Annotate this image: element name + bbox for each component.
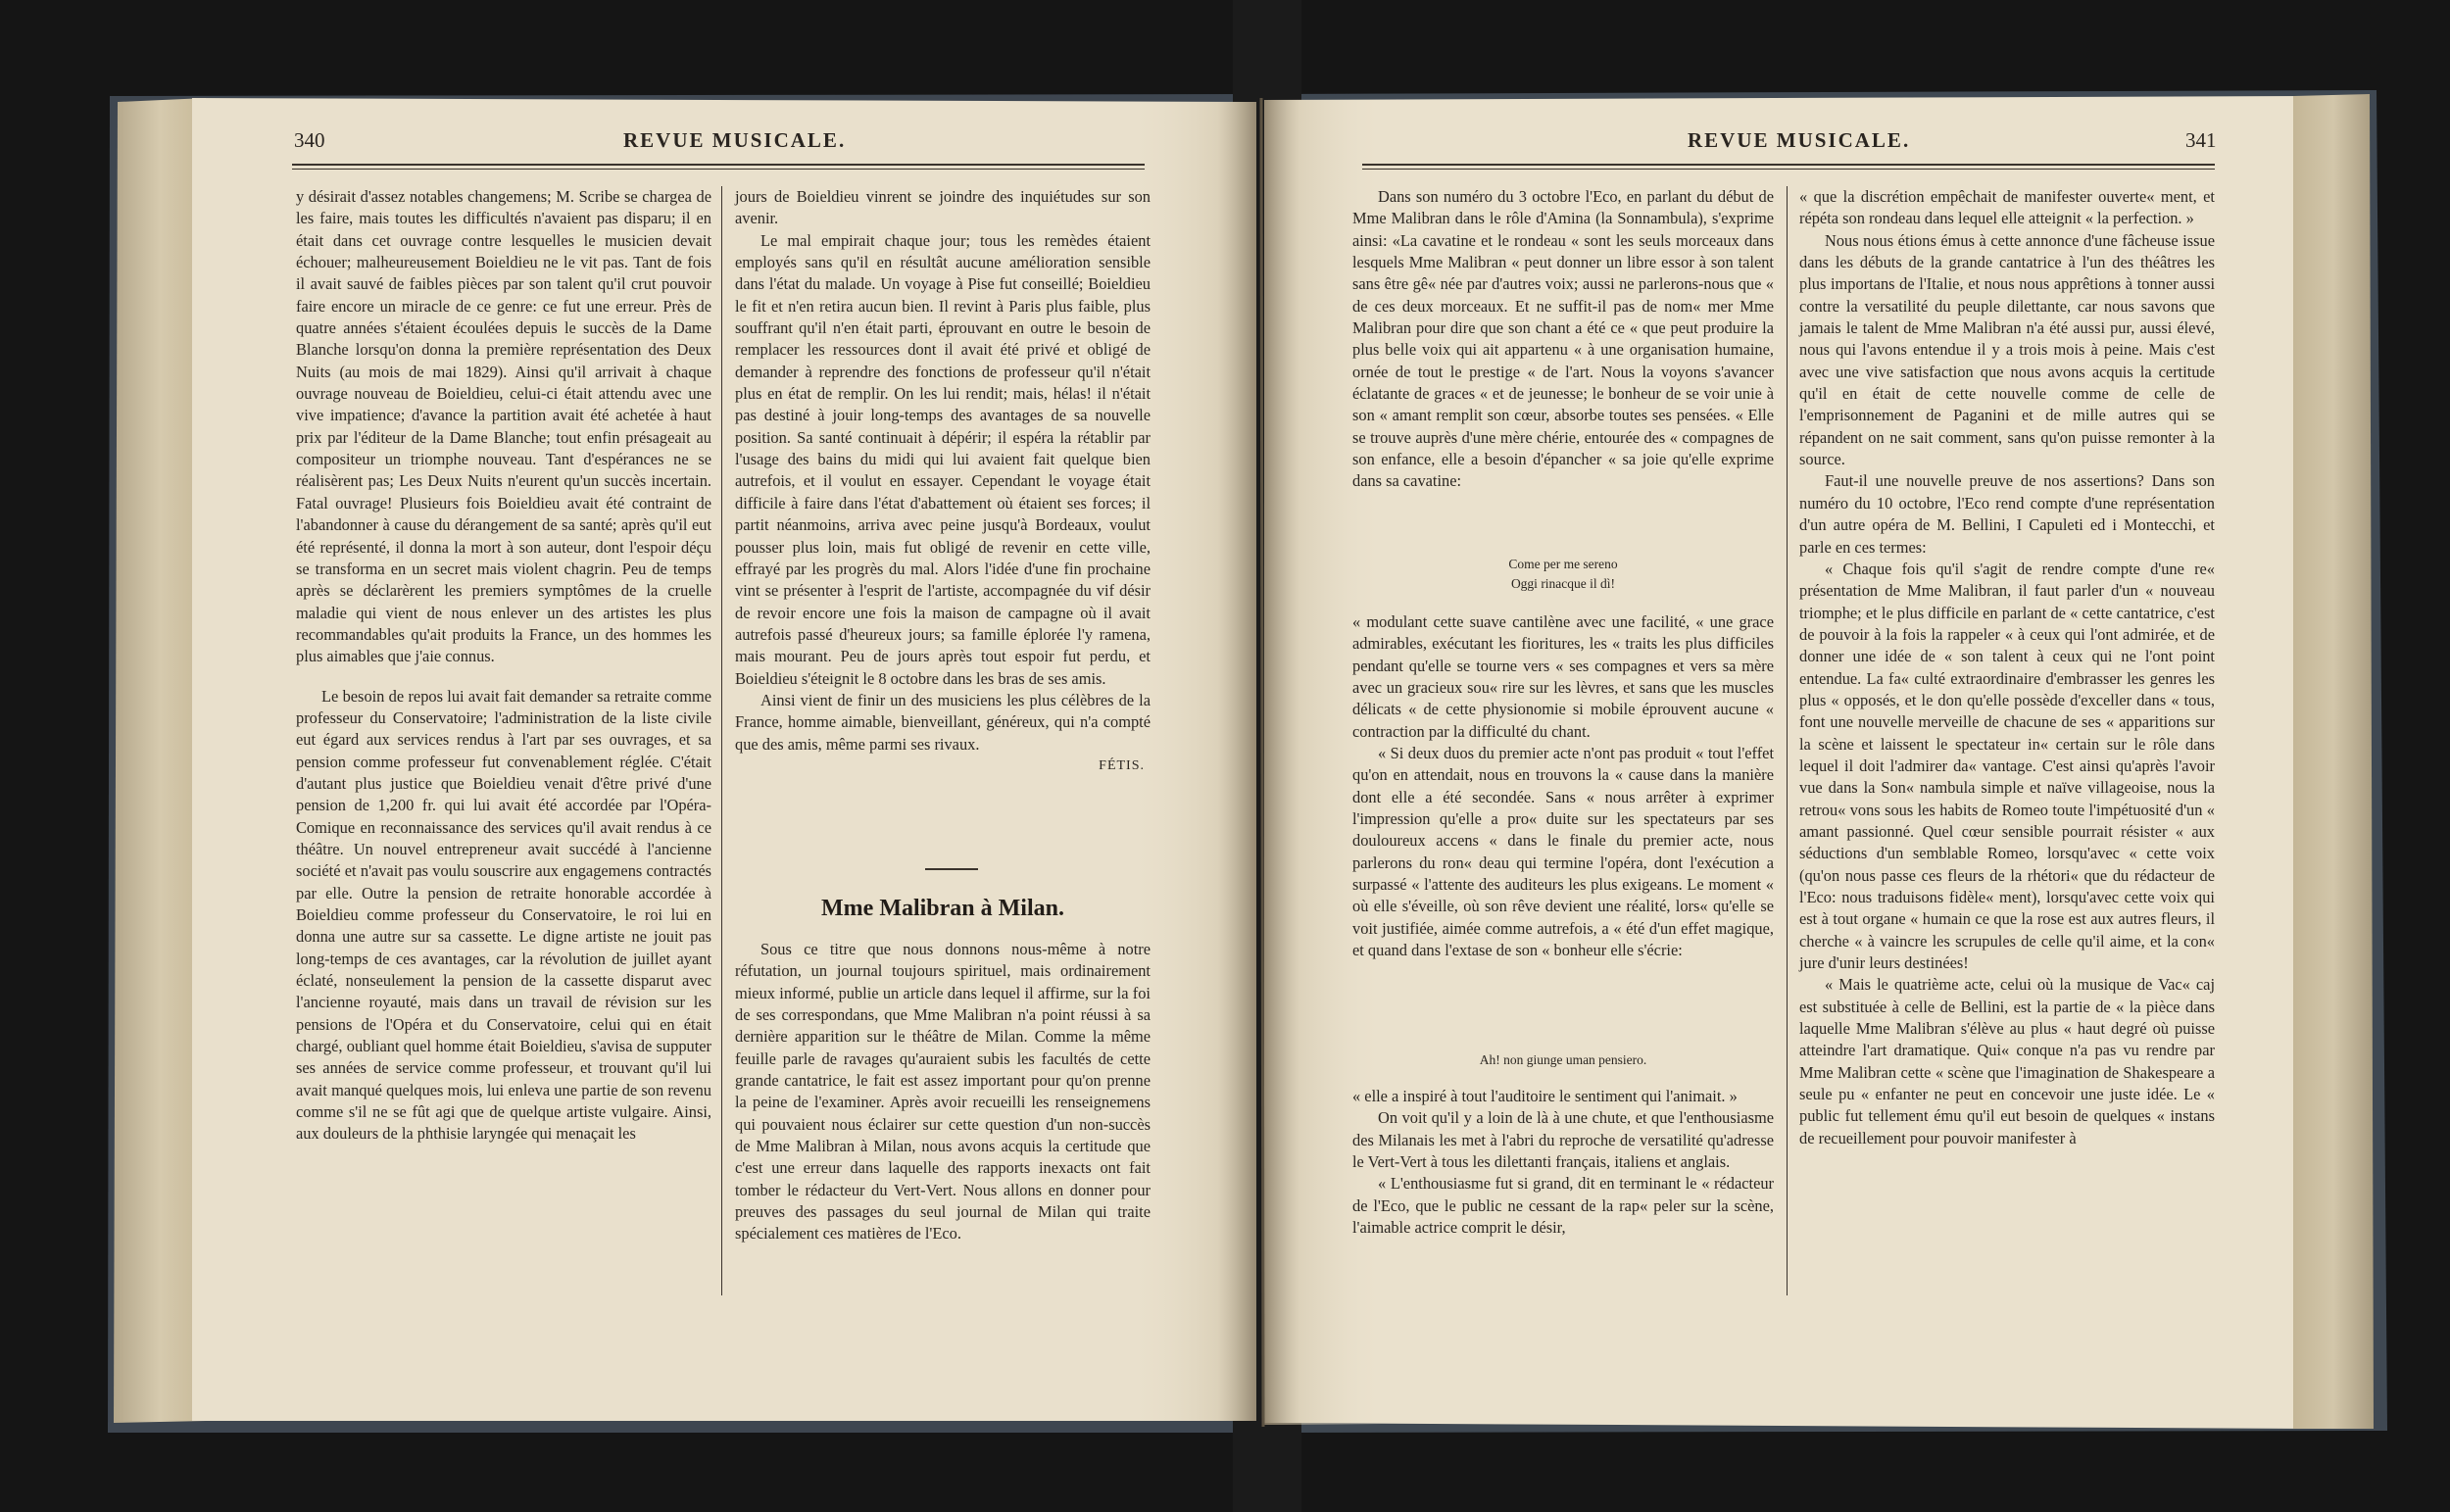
column-rule xyxy=(721,186,722,1295)
paragraph: « que la discrétion empêchait de manifester ouverte« ment, et répéta son rondeau dans lequel elle atteignit « la perfection. » xyxy=(1799,187,2215,228)
right-column-1b xyxy=(1352,611,1774,962)
paragraph: « modulant cette suave cantilène avec une facilité, « une grace admirables, exécutant les fioritures, les « traits les plus difficiles pendant qu'elle se tourne vers « ses compagnes et vers sa mère avec un gracieux sou« rire sur les lèvres, et sans que les muscles délicats « de cette physionomie si mobile éprouvent aucune « contraction par la difficulté du chant. xyxy=(1352,612,1774,741)
paragraph: Dans son numéro du 3 octobre l'Eco, en parlant du début de Mme Malibran dans le rôle d'Amina (la Sonnambula), s'exprime ainsi: «La cavatine et le rondeau « sont les seuls morceaux dans lesquels Mme Malibran « peut donner un libre essor à son talent sans être gê« née par d'autres voix; aussi ne parlerons-nous que « de ces deux morceaux. Et ne suffit-il pas de nom« mer Mme Malibran pour dire que son chant a été ce « que peut produire la plus belle voix qui ait appartenu « à une organisation humaine, ornée de tout le prestige « de l'art. Nous la voyons s'avancer éclatante de graces « et de jeunesse; le bonheur de se voir unie à son « amant remplit son cœur, absorbe toutes ses pensées. « Elle se trouve auprès d'une mère chérie, entourée des « compagnes de son enfance, elle a besoin d'épancher « sa joie qu'elle exprime dans sa cavatine: xyxy=(1352,187,1774,491)
paragraph: Le besoin de repos lui avait fait demander sa retraite comme professeur du Conservatoire; l'administration de la liste civile eut égard aux services rendus à l'art par ses ouvrages, et sa pension comme professeur fut convenablement réglée. C'était d'autant plus justice que Boieldieu venait d'être privé d'une pension de 1,200 fr. qui lui avait été accordée par l'Opéra-Comique en reconnaissance des services qu'il avait rendus à ce théâtre. Un nouvel entrepreneur avait succédé à l'ancienne société et n'avait pas voulu souscrire aux engagemens contractés par elle. Outre la pension de retraite honorable accordée à Boieldieu comme professeur du Conservatoire, le roi lui en donna une autre sur sa cassette. Le digne artiste ne jouit pas long-temps de ces avantages, car la révolution de juillet ayant éclaté, nonseulement la pension de la cassette disparut avec l'ancienne royauté, mais dans un travail de révision sur les pensions de l'Opéra et du Conservatoire, celui qui en était chargé, oubliant quel homme était Boieldieu, s'avisa de supputer ses années de service comme professeur, et trouvant qu'il lui avait manqué quelques mois, lui enleva une partie de son revenu comme s'il ne se fût agi que de quelque artiste vulgaire. Ainsi, aux douleurs de la phthisie laryngée qui menaçait les xyxy=(296,686,711,1144)
right-column-1c xyxy=(1352,1086,1774,1239)
paragraph: y désirait d'assez notables changemens; M. Scribe se chargea de les faire, mais toutes les difficultés n'avaient pas disparu; il en était dans cet ouvrage contre lesquelles le musicien devait échouer; malheureusement Boieldieu ne le vit pas. Tant de fois il avait sauvé de faibles pièces par son talent qu'il crut pouvoir faire encore un miracle de ce genre: ce fut une erreur. Près de quatre années s'étaient écoulées depuis le succès de la Dame Blanche lorsqu'on donna la première représentation des Deux Nuits (au mois de mai 1829). Ainsi qu'il arrivait à chaque ouvrage nouveau de Boieldieu, celui-ci était attendu avec une vive impatience; d'avance la partition avait été achetée à haut prix par l'éditeur de la Dame Blanche; tout enfin présageait au compositeur un triomphe nouveau. Tant d'espérances ne se réalisèrent pas; Les Deux Nuits n'eurent qu'un succès incertain. Fatal ouvrage! Plusieurs fois Boieldieu avait été contraint de l'abandonner à cause du dérangement de sa santé; après qu'il eut été représenté, il donna la mort à son auteur, dont l'espoir déçu se transforma en un secret mais violent chagrin. Peu de temps après se déclarèrent les premiers symptômes de la cruelle maladie qui vient de nous enlever un des artistes les plus recommandables qu'ait produits la France, un des hommes les plus aimables que j'aie connus. xyxy=(296,187,711,666)
left-column-2 xyxy=(735,186,1151,777)
verse-line: Come per me sereno xyxy=(1508,557,1618,571)
right-column-2 xyxy=(1799,186,2215,1149)
paragraph: Faut-il une nouvelle preuve de nos assertions? Dans son numéro du 10 octobre, l'Eco rend compte d'une représentation d'un autre opéra de M. Bellini, I Capuleti ed i Montecchi, et parle en ces termes: xyxy=(1799,471,2215,557)
left-header-rule-thin xyxy=(292,169,1145,170)
paragraph: jours de Boieldieu vinrent se joindre des inquiétudes sur son avenir. xyxy=(735,187,1151,228)
paragraph: Le mal empirait chaque jour; tous les remèdes étaient employés sans qu'il en résultât aucune amélioration sensible dans l'état du malade. Un voyage à Pise fut conseillé; Boieldieu le fit et n'en retira aucun bien. Il revint à Paris plus faible, plus souffrant qu'il n'en était parti, éprouvant en outre le besoin de remplacer les ressources dont il avait été privé et obligé de demander à reprendre des fonctions de professeur qu'il n'était plus en état de remplir. On les lui rendit; mais, hélas! il n'était pas destiné à jouir long-temps des avantages de sa nouvelle position. Sa santé continuait à dépérir; il espéra la rétablir par l'usage des bains du midi qui lui avaient fait quelque bien autrefois, et il voulut en essayer. Cependant le voyage était difficile à faire dans l'état d'abattement où étaient ses forces; il partit néanmoins, arriva avec peine jusqu'à Bordeaux, voulut pousser plus loin, mais fut obligé de revenir en cette ville, effrayé par les progrès du mal. Alors l'idée d'une fin prochaine vint se présenter à l'esprit de l'artiste, accompagnée du vif désir de revoir encore une fois la maison de campagne où il avait autrefois passé d'heureux jours; sa famille éplorée l'y ramena, mais mourant. Peu de jours après tout espoir fut perdu, et Boieldieu s'éteignit le 8 octobre dans les bras de ses amis. xyxy=(735,230,1151,688)
left-page-edges xyxy=(114,98,206,1423)
left-running-head: REVUE MUSICALE. xyxy=(623,128,847,152)
right-page-edges xyxy=(2293,94,2374,1429)
paragraph: Sous ce titre que nous donnons nous-même à notre réfutation, un journal toujours spirituel, mais ordinairement mieux informé, publie un article dans lequel il affirme, sur la foi de ses correspondans, que Mme Malibran n'a point réussi à sa dernière apparition sur le théâtre de Milan. Comme la même feuille parle de ravages qu'auraient subis les facultés de cette grande cantatrice, le fait est assez important pour qu'on prenne la peine de l'examiner. Après avoir recueilli les renseignemens qui pouvaient nous éclairer sur cette question d'un non-succès de Mme Malibran à Milan, nous avons acquis la certitude que c'est une erreur dans laquelle des rapports inexacts ont fait tomber le rédacteur du Vert-Vert. Nous allons en donner pour preuves des passages du seul journal de Milan qui traite spécialement ces matières de l'Eco. xyxy=(735,940,1151,1244)
article-title: Mme Malibran à Milan. xyxy=(821,896,1064,921)
author-signature: FÉTIS. xyxy=(1099,757,1145,773)
paragraph: On voit qu'il y a loin de là à une chute, et que l'enthousiasme des Milanais les met à l'abri du reproche de versatilité qu'adresse le Vert-Vert à tous les dilettanti français, italiens et anglais. xyxy=(1352,1108,1774,1172)
verse-line: Ah! non giunge uman pensiero. xyxy=(1479,1052,1647,1067)
section-divider xyxy=(925,868,978,870)
paragraph: « elle a inspiré à tout l'auditoire le sentiment qui l'animait. » xyxy=(1352,1087,1738,1105)
left-page-number: 340 xyxy=(294,128,325,152)
gutter-line xyxy=(1261,98,1263,1427)
left-column-2b xyxy=(735,939,1151,1245)
column-rule xyxy=(1787,186,1788,1295)
verse-line: Oggi rinacque il dì! xyxy=(1510,576,1616,591)
right-header-rule xyxy=(1362,164,2215,166)
right-running-head: REVUE MUSICALE. xyxy=(1688,128,1911,152)
paragraph: Ainsi vient de finir un des musiciens les plus célèbres de la France, homme aimable, bienveillant, généreux, qui n'a compté que des amis, même parmi ses rivaux. xyxy=(735,690,1151,754)
paragraph: Nous nous étions émus à cette annonce d'une fâcheuse issue dans les débuts de la grande cantatrice à l'un des théâtres les plus importans de l'Italie, et nous nous apprêtions à tonner aussi contre la versatilité du peuple dilettante, car nous savons que jamais le talent de Mme Malibran n'a été aussi pur, aussi élevé, nous qui l'avons entendue il y a trois mois à peine. Mais c'est avec une vive satisfaction que nous avons acquis la certitude qu'il en était de cette nouvelle comme de celle de l'emprisonnement de Paganini et de mille autres qui se répandent on ne sait comment, sans qu'on puisse remonter à la source. xyxy=(1799,230,2215,469)
paragraph: « Mais le quatrième acte, celui où la musique de Vac« caj est substituée à celle de Bellini, est la partie de « la pièce dans laquelle Mme Malibran s'élève au plus « haut degré où puisse atteindre l'art dramatique. Qui« conque n'a pas vu rendre par Mme Malibran cette « scène que l'imagination de Shakespeare a seule pu « enfanter ne peut en concevoir une juste idée. Le « public fut tellement ému qu'il eut besoin de quelques « instans de recueillement pour pouvoir manifester à xyxy=(1799,975,2215,1147)
paragraph: « L'enthousiasme fut si grand, dit en terminant le « rédacteur de l'Eco, que le public ne cessant de la rap« peler sur la scène, l'aimable actrice comprit le désir, xyxy=(1352,1174,1774,1238)
paragraph: « Chaque fois qu'il s'agit de rendre compte d'une re« présentation de Mme Malibran, il faut parler d'un « nouveau triomphe; et le plus difficile en parlant de « cette cantatrice, c'est de pouvoir à la fois la rappeler « à ceux qui l'ont admirée, et de donner une idée de « son talent à ceux qui ne l'ont point entendue. La fa« culté extraordinaire d'embrasser les genres les plus « opposés, et le don qu'elle possède d'exceller dans « tous, font une nouvelle merveille de chacune de ses « apparitions sur la scène et laissent le spectateur in« certain sur le rôle dans lequel il doit l'admirer da« vantage. C'est ainsi qu'après l'avoir vue dans la Son« nambula simple et naïve villageoise, nous la retrou« vons sous les habits de Romeo toute l'impétuosité d'un « amant passionné. Quel cœur sensible pourrait résister « aux séductions d'un semblable Romeo, lorsqu'avec « cette voix (qu'on nous passe ces fleurs de la rhétori« que du rédacteur de l'Eco: nous traduisons fidèle« ment), lorsqu'avec cette voix qui est à tout organe « humain ce que la rose est aux autres fleurs, il cherche « à vaincre les scrupules de celle qu'il aime, et la con« jure d'unir leurs destinées! xyxy=(1799,559,2215,973)
left-header-rule xyxy=(292,164,1145,166)
paragraph: « Si deux duos du premier acte n'ont pas produit « tout l'effet qu'on en attendait, nous en trouvons la « cause dans la manière dont elle a été secondée. Sans « nous arrêter à exprimer l'impression qu'elle a pro« duite sur les spectateurs par ses douloureux accens « dans le finale du premier acte, nous parlerons du ron« deau qui termine l'opéra, dont l'exécution a surpassé « l'attente des auditeurs les plus exigeans. Le moment « où elle s'éveille, où son rêve devient une réalité, lors« qu'elle se voit justifiée, aimée comme autrefois, a « été d'un effet magique, et quand dans l'extase de son « bonheur elle s'écrie: xyxy=(1352,744,1774,960)
right-page-number: 341 xyxy=(2185,128,2217,152)
right-header-rule-thin xyxy=(1362,169,2215,170)
left-column-1 xyxy=(296,186,711,1146)
right-column-1 xyxy=(1352,186,1774,493)
